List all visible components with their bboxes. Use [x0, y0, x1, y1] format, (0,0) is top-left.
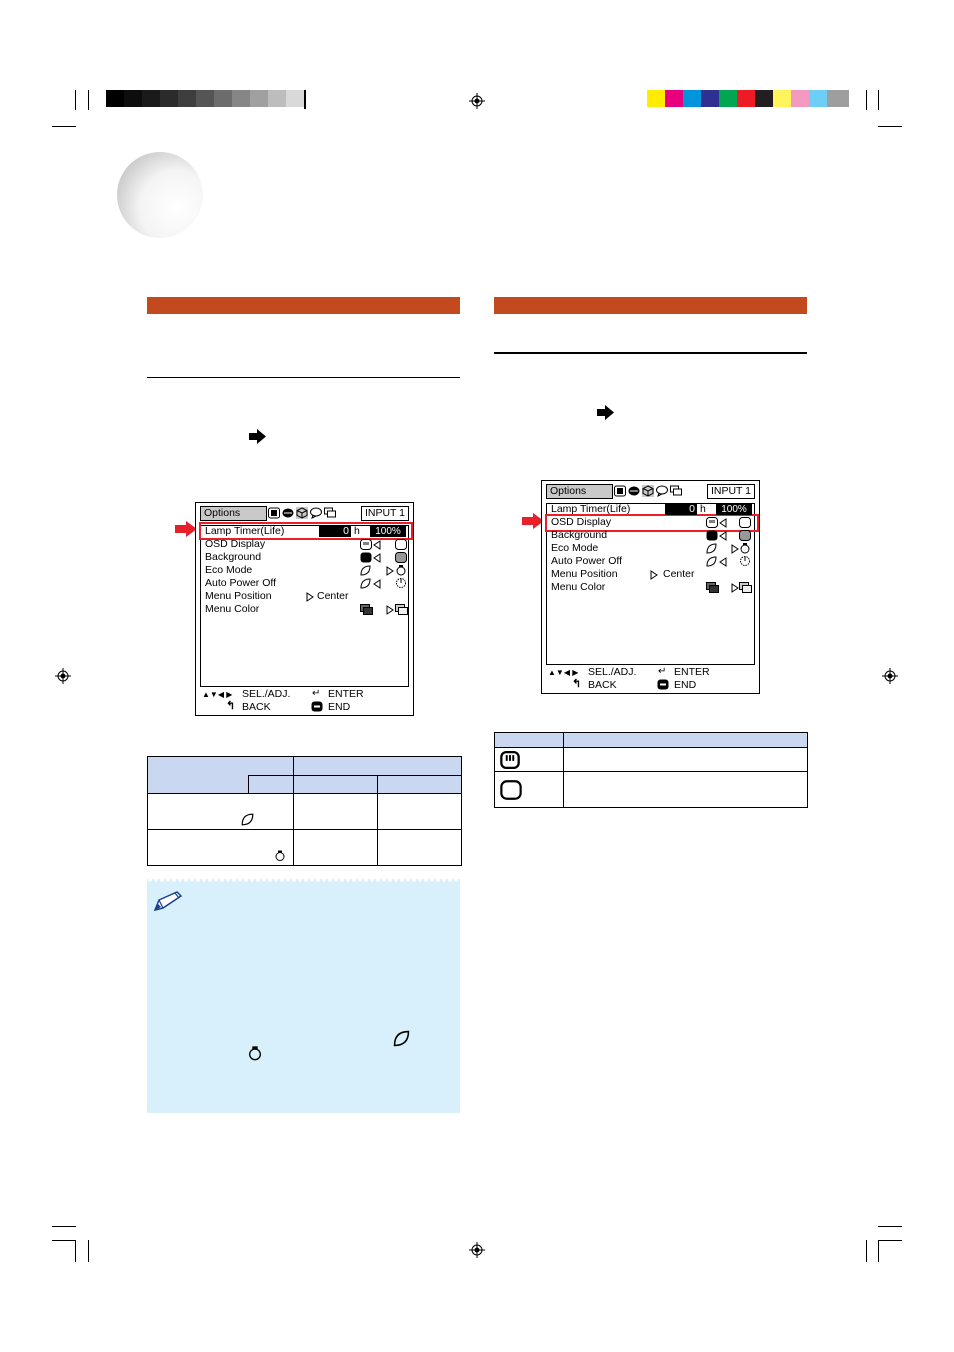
osd-menu-left: [195, 502, 414, 716]
osd-on-icon: [499, 751, 521, 769]
footer-end: END: [674, 679, 697, 691]
table-divider: [293, 757, 294, 865]
pencil-note-icon: [153, 890, 183, 912]
status-tab-icon[interactable]: [670, 485, 682, 497]
menu-position-value: Center: [317, 590, 349, 602]
footer-sel-adj: SEL./ADJ.: [588, 666, 637, 678]
input-label: INPUT 1: [707, 484, 755, 499]
triangle-left-icon: [373, 540, 381, 550]
gray-swatch: [106, 90, 124, 107]
osd-on-icon: [706, 517, 718, 528]
table-header-row: [495, 733, 807, 748]
color-swatch: [701, 90, 719, 107]
lamp-hours-unit: h: [354, 525, 360, 537]
osd-header: [546, 484, 755, 500]
menu-item-menu-position[interactable]: Menu Position: [551, 568, 618, 580]
gray-swatch: [250, 90, 268, 107]
power-off-icon: [739, 555, 751, 567]
menu-color-opaque-icon: [360, 604, 373, 615]
arrow-keys-icon: ▲▼◀ ▶: [548, 668, 579, 677]
enter-key-icon: ↵: [312, 688, 321, 699]
eco-mode-table: [147, 756, 462, 866]
triangle-left-icon: [719, 531, 727, 541]
menu-item-lamp-timer[interactable]: Lamp Timer(Life): [205, 525, 285, 537]
page-corner-circle: [117, 152, 203, 238]
color-swatch: [773, 90, 791, 107]
lamp-hours-value: 0: [319, 526, 351, 537]
registration-target-icon: [469, 93, 485, 109]
menu-item-auto-power-off[interactable]: Auto Power Off: [551, 555, 623, 567]
menu-item-menu-position[interactable]: Menu Position: [205, 590, 272, 602]
menu-color-translucent-icon: [395, 604, 408, 615]
language-tab-icon[interactable]: [310, 507, 322, 519]
picture-tab-icon[interactable]: [614, 485, 626, 497]
eco-leaf-icon: [360, 578, 371, 589]
end-key-icon: [311, 701, 323, 712]
menu-item-background[interactable]: Background: [551, 529, 608, 541]
color-swatch: [755, 90, 773, 107]
picture-tab-icon[interactable]: [268, 507, 280, 519]
scallop-dots: [147, 877, 460, 882]
background-black-icon: [706, 530, 718, 541]
eco-leaf-icon: [241, 813, 254, 826]
end-key-icon: [657, 679, 669, 690]
menu-item-menu-color[interactable]: Menu Color: [205, 603, 260, 615]
lamp-hours-unit: h: [700, 503, 706, 515]
power-off-icon: [395, 577, 407, 589]
section-rule-right: [494, 352, 807, 354]
gray-swatch: [304, 90, 306, 109]
table-divider: [563, 733, 564, 807]
menu-color-translucent-icon: [739, 582, 752, 593]
lamp-percent-text: 100%: [375, 526, 401, 537]
osd-footer: [200, 688, 405, 712]
menu-item-menu-color[interactable]: Menu Color: [551, 581, 606, 593]
triangle-right-icon: [731, 583, 739, 593]
triangle-left-icon: [373, 579, 381, 589]
back-key-icon: ↰: [226, 700, 236, 712]
gray-swatch: [232, 90, 250, 107]
back-key-icon: ↰: [572, 678, 582, 690]
color-swatch: [683, 90, 701, 107]
section-header-bar-right: [494, 297, 807, 314]
background-black-icon: [360, 552, 372, 563]
lamp-hours-value: 0: [665, 504, 697, 515]
color-swatch: [665, 90, 683, 107]
footer-back: BACK: [588, 679, 617, 691]
arrow-right-icon: [249, 429, 266, 444]
gray-swatch: [124, 90, 142, 107]
menu-item-eco-mode[interactable]: Eco Mode: [551, 542, 599, 554]
osd-off-icon: [499, 780, 523, 800]
options-tab-icon[interactable]: [296, 507, 308, 519]
registration-target-icon: [882, 668, 898, 684]
footer-sel-adj: SEL./ADJ.: [242, 688, 291, 700]
triangle-left-icon: [719, 518, 727, 528]
lamp-percent-value: [370, 526, 406, 537]
status-tab-icon[interactable]: [324, 507, 336, 519]
menu-item-eco-mode[interactable]: Eco Mode: [205, 564, 253, 576]
color-swatch: [737, 90, 755, 107]
fine-sync-tab-icon[interactable]: [628, 485, 640, 497]
triangle-right-icon: [306, 592, 314, 602]
color-swatch: [809, 90, 827, 107]
options-tab-icon[interactable]: [642, 485, 654, 497]
background-gray-icon: [739, 530, 751, 541]
pointer-arrow-icon: [175, 521, 197, 537]
lamp-bulb-icon: [739, 542, 751, 554]
table-divider: [377, 775, 378, 865]
table-divider: [148, 829, 461, 830]
fine-sync-tab-icon[interactable]: [282, 507, 294, 519]
osd-tab-title[interactable]: Options: [546, 484, 613, 499]
language-tab-icon[interactable]: [656, 485, 668, 497]
input-label: INPUT 1: [361, 506, 409, 521]
menu-item-auto-power-off[interactable]: Auto Power Off: [205, 577, 277, 589]
gray-swatch: [268, 90, 286, 107]
color-swatch: [827, 90, 849, 107]
eco-leaf-icon: [393, 1030, 410, 1047]
menu-item-osd-display[interactable]: OSD Display: [205, 538, 266, 550]
gray-swatch: [160, 90, 178, 107]
menu-position-value: Center: [663, 568, 695, 580]
triangle-right-icon: [386, 566, 394, 576]
gray-swatch: [196, 90, 214, 107]
osd-off-icon: [739, 517, 751, 528]
color-swatch: [719, 90, 737, 107]
osd-footer: [546, 666, 751, 690]
menu-item-background[interactable]: Background: [205, 551, 262, 563]
menu-item-lamp-timer[interactable]: Lamp Timer(Life): [551, 503, 631, 515]
eco-leaf-icon: [706, 556, 717, 567]
gray-swatch: [286, 90, 304, 107]
gray-swatch: [178, 90, 196, 107]
osd-off-icon: [395, 539, 407, 550]
menu-item-osd-display[interactable]: OSD Display: [551, 516, 612, 528]
background-gray-icon: [395, 552, 407, 563]
osd-header: [200, 506, 409, 522]
note-box: [147, 876, 460, 1113]
section-rule-left: [147, 377, 460, 378]
eco-leaf-icon: [706, 543, 717, 554]
color-swatch: [791, 90, 809, 107]
osd-menu-right: [541, 480, 760, 694]
lamp-bulb-icon: [395, 564, 407, 576]
lamp-bulb-icon: [247, 1044, 263, 1062]
footer-enter: ENTER: [674, 666, 710, 678]
osd-on-icon: [360, 539, 372, 550]
table-divider: [248, 775, 249, 793]
arrow-right-icon: [597, 405, 614, 420]
lamp-bulb-icon: [274, 849, 286, 862]
lamp-percent-value: [716, 504, 752, 515]
table-divider: [248, 775, 293, 776]
triangle-left-icon: [719, 557, 727, 567]
triangle-left-icon: [373, 553, 381, 563]
osd-display-table: [494, 732, 808, 808]
eco-leaf-icon: [360, 565, 371, 576]
footer-end: END: [328, 701, 351, 713]
gray-swatch: [142, 90, 160, 107]
lamp-percent-text: 100%: [721, 504, 747, 515]
menu-color-opaque-icon: [706, 582, 719, 593]
triangle-right-icon: [650, 570, 658, 580]
enter-key-icon: ↵: [658, 666, 667, 677]
footer-back: BACK: [242, 701, 271, 713]
gray-swatch: [214, 90, 232, 107]
osd-tab-title[interactable]: Options: [200, 506, 267, 521]
arrow-keys-icon: ▲▼◀ ▶: [202, 690, 233, 699]
color-swatch: [647, 90, 665, 107]
section-header-bar-left: [147, 297, 460, 314]
triangle-right-icon: [731, 544, 739, 554]
triangle-right-icon: [386, 605, 394, 615]
footer-enter: ENTER: [328, 688, 364, 700]
registration-target-icon: [55, 668, 71, 684]
registration-target-icon: [469, 1242, 485, 1258]
table-divider: [495, 771, 807, 772]
